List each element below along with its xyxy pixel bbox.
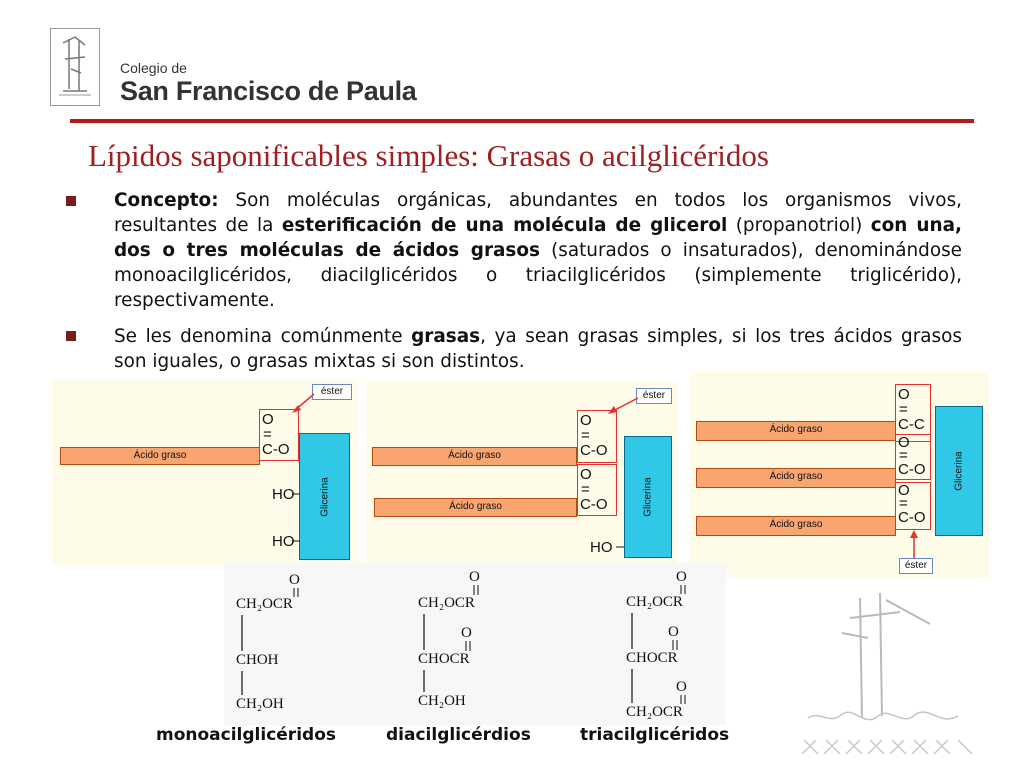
diagram-triacylglyceride <box>690 372 989 578</box>
ester-c-o: C-O <box>580 496 608 513</box>
ester-label: éster <box>636 388 672 404</box>
hydroxyl-group: HO <box>272 486 295 503</box>
oxygen-atom: O <box>580 412 592 429</box>
double-bond: = <box>899 401 908 418</box>
hydroxyl-bond-lines <box>52 380 358 565</box>
bullet-grasas <box>114 324 962 374</box>
grasas-strong: grasas <box>411 326 481 347</box>
grasas-text-1: Se les denomina comúnmente <box>114 326 412 347</box>
bullet-concepto <box>114 188 962 313</box>
concepto-strong-2: con una, dos o tres moléculas de ácidos grasos <box>114 215 962 261</box>
carbonyl-oxygen: O <box>289 572 300 588</box>
fatty-acid-bar: Ácido graso <box>374 498 577 517</box>
formula-ch2oh: CH₂OH <box>418 693 466 709</box>
oxygen-atom: O <box>580 466 592 483</box>
slide-title: Lípidos saponificables simples: Grasas o acilglicéridos <box>88 138 769 173</box>
concepto-text-1: Son moléculas orgánicas, abundantes en todos los organismos vivos, resultantes de la <box>114 190 962 236</box>
caption-monoacilgliceridos: monoacilglicéridos <box>156 725 336 745</box>
brand-name: San Francisco de Paula <box>120 76 417 106</box>
glyceride-formulas-panel <box>224 563 726 725</box>
ester-c-o: C-O <box>580 442 608 459</box>
formula-ch2ocr: CH₂OCR <box>626 704 683 720</box>
formula-choh: CHOH <box>236 652 279 668</box>
diagram-monoacylglyceride <box>52 380 358 565</box>
glycerol-label: Glicerina <box>642 477 654 517</box>
carbonyl-oxygen: O <box>668 624 679 640</box>
formula-ch2oh: CH₂OH <box>236 696 284 712</box>
ester-c-o: C-O <box>898 509 926 526</box>
school-logo <box>50 28 100 106</box>
carbonyl-oxygen: O <box>676 679 687 695</box>
double-bond: = <box>581 481 590 498</box>
formula-chocr: CHOCR <box>418 651 470 667</box>
hydroxyl-bond-lines <box>366 382 677 565</box>
carbonyl-oxygen: O <box>461 625 472 641</box>
carbonyl-oxygen: O <box>469 569 480 585</box>
ester-pointer-arrow-icon <box>690 372 989 578</box>
concepto-text-3: (saturados o insaturados), denominándose monoacilglicéridos, diacilglicéridos o triacilglicéridos (simplemente triglicérido), respectivamente. <box>114 240 962 311</box>
hydroxyl-group: HO <box>272 533 295 550</box>
double-bond: = <box>899 447 908 464</box>
brand-subtitle: Colegio de <box>120 60 187 76</box>
glycerol-label: Glicerina <box>953 451 965 491</box>
concepto-strong-1: esterificación de una molécula de glicerol <box>281 215 728 236</box>
fatty-acid-bar: Ácido graso <box>696 468 896 488</box>
ester-c-o: C-O <box>898 461 926 478</box>
logo-watermark-sketch <box>790 578 990 763</box>
oxygen-atom: O <box>898 386 910 403</box>
oxygen-atom: O <box>262 411 274 428</box>
oxygen-atom: O <box>898 482 910 499</box>
bullet-marker-square-icon <box>66 196 76 206</box>
fatty-acid-bar: Ácido graso <box>372 447 577 466</box>
header-divider <box>70 119 974 123</box>
bullet-marker-square-icon <box>66 331 76 341</box>
ester-c-o: C-O <box>262 441 290 458</box>
fatty-acid-bar: Ácido graso <box>696 421 896 441</box>
glycerol-label: Glicerina <box>319 476 330 517</box>
formula-chocr: CHOCR <box>626 650 678 666</box>
diagram-diacylglyceride <box>366 382 677 565</box>
carbonyl-oxygen: O <box>676 569 687 585</box>
ester-label: éster <box>312 384 352 400</box>
ester-c-c: C-C <box>898 416 925 433</box>
formula-ch2ocr: CH₂OCR <box>626 594 683 610</box>
fatty-acid-bar: Ácido graso <box>60 447 260 465</box>
formula-ch2ocr: CH₂OCR <box>418 595 475 611</box>
ester-label: éster <box>899 558 933 574</box>
hydroxyl-group: HO <box>590 539 613 556</box>
caption-triacilgliceridos: triacilglicéridos <box>580 725 730 745</box>
double-bond: = <box>581 427 590 444</box>
fatty-acid-bar: Ácido graso <box>696 516 896 536</box>
grasas-text-2: , ya sean grasas simples, si los tres ácidos grasos son iguales, o grasas mixtas si son distintos. <box>114 326 962 372</box>
concepto-label: Concepto: <box>114 190 219 211</box>
oxygen-atom: O <box>898 434 910 451</box>
formula-ch2ocr: CH₂OCR <box>236 596 293 612</box>
double-bond: = <box>899 495 908 512</box>
formula-bond-lines <box>224 563 726 725</box>
caption-diacilglicerdios: diacilglicérdios <box>386 725 531 745</box>
double-bond: = <box>263 426 272 443</box>
concepto-text-2: (propanotriol) <box>727 215 871 236</box>
